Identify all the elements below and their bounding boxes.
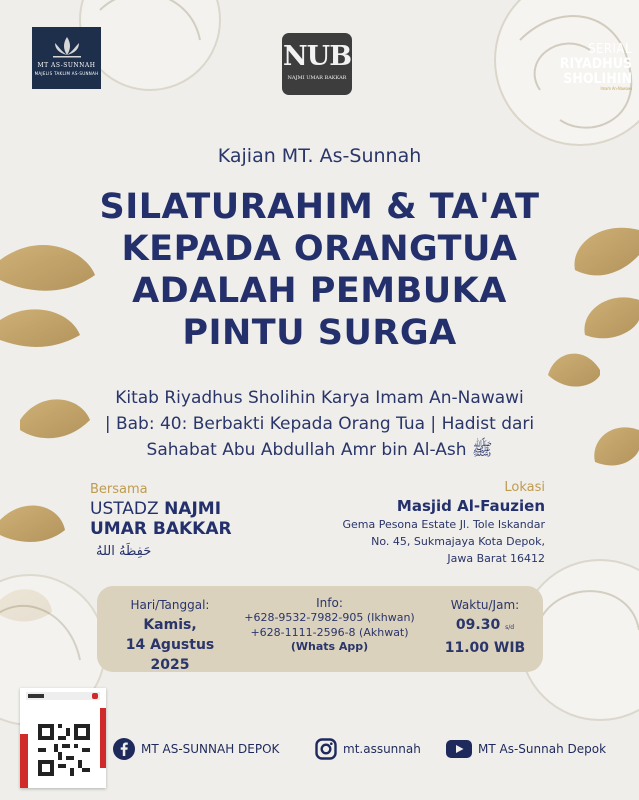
mt-logo-line1: MT AS-SUNNAH bbox=[37, 62, 96, 69]
date-label: Hari/Tanggal: bbox=[130, 598, 210, 612]
instagram-handle: mt.assunnah bbox=[343, 742, 421, 756]
speaker-prefix: USTADZ bbox=[90, 499, 159, 519]
info-label: Info: bbox=[316, 596, 343, 610]
time-column bbox=[430, 598, 540, 658]
kitab-description bbox=[0, 385, 639, 463]
time-start: 09.30 bbox=[455, 617, 501, 633]
serial-line1: SERIAL bbox=[588, 42, 632, 57]
speaker-label: Bersama bbox=[90, 482, 148, 497]
serial-badge bbox=[520, 42, 632, 91]
location-name: Masjid Al-Fauzien bbox=[396, 497, 545, 515]
instagram-icon bbox=[315, 738, 337, 760]
title-line: PINTU SURGA bbox=[182, 313, 457, 353]
title-line: KEPADA ORANGTUA bbox=[121, 229, 518, 269]
qr-card-stripe bbox=[100, 708, 106, 768]
facebook-handle: MT AS-SUNNAH DEPOK bbox=[141, 742, 280, 756]
speaker-honorific: حَفِظَهُ اللهُ bbox=[96, 544, 152, 559]
qr-code-card[interactable] bbox=[20, 688, 106, 788]
qr-code[interactable] bbox=[38, 724, 90, 776]
mt-assunnah-logo bbox=[32, 27, 101, 89]
social-facebook[interactable] bbox=[113, 737, 279, 761]
date-value: 14 Agustus 2025 bbox=[125, 637, 215, 673]
qr-card-header bbox=[26, 692, 100, 700]
kitab-line: Sahabat Abu Abdullah Amr bin Al-Ash ﷺ bbox=[146, 440, 493, 460]
event-title bbox=[40, 186, 599, 354]
title-line: ADALAH PEMBUKA bbox=[132, 271, 507, 311]
time-end: 11.00 WIB bbox=[444, 640, 526, 656]
location-label: Lokasi bbox=[504, 480, 545, 495]
address-line: Jawa Barat 16412 bbox=[447, 552, 545, 565]
speaker-name2: UMAR BAKKAR bbox=[90, 519, 232, 539]
date-day: Kamis, bbox=[143, 617, 197, 633]
serial-line2: RIYADHUS bbox=[559, 56, 632, 72]
nub-logo-name: NAJMI UMAR BAKKAR bbox=[287, 75, 347, 81]
title-line: SILATURAHIM & TA'AT bbox=[99, 187, 540, 227]
nub-logo-mark: NUB bbox=[282, 41, 352, 72]
qr-card-stripe bbox=[20, 734, 28, 788]
facebook-icon bbox=[113, 738, 135, 760]
whatsapp-label: (Whats App) bbox=[290, 640, 369, 653]
serial-line3: SHOLIHIN bbox=[563, 71, 632, 87]
lotus-icon bbox=[47, 35, 87, 59]
kitab-line: Kitab Riyadhus Sholihin Karya Imam An-Nawawi bbox=[115, 388, 524, 408]
social-instagram[interactable] bbox=[315, 737, 421, 761]
info-column bbox=[237, 596, 422, 653]
phone-akhwat[interactable]: +628-1111-2596-8 (Akhwat) bbox=[250, 626, 409, 639]
speaker-name1: NAJMI bbox=[164, 499, 222, 519]
youtube-icon bbox=[446, 739, 472, 759]
address-line: Gema Pesona Estate Jl. Tole Iskandar bbox=[342, 518, 545, 531]
address-line: No. 45, Sukmajaya Kota Depok, bbox=[371, 535, 545, 548]
social-youtube[interactable] bbox=[446, 737, 606, 761]
kitab-line: | Bab: 40: Berbakti Kepada Orang Tua | Hadist dari bbox=[104, 414, 535, 434]
location-address bbox=[300, 516, 545, 567]
date-column bbox=[105, 598, 235, 675]
time-label: Waktu/Jam: bbox=[450, 598, 520, 612]
schedule-panel bbox=[97, 586, 543, 672]
speaker-name bbox=[90, 499, 280, 539]
mt-logo-line2: MAJELIS TAKLIM AS-SUNNAH bbox=[34, 71, 99, 76]
phone-ikhwan[interactable]: +628-9532-7982-905 (Ikhwan) bbox=[244, 611, 415, 624]
nub-logo bbox=[282, 33, 352, 95]
youtube-handle: MT As-Sunnah Depok bbox=[478, 742, 607, 756]
serial-line4: Imam An-Nawawi bbox=[600, 86, 632, 91]
time-sep: s/d bbox=[505, 624, 515, 631]
rose-top-left bbox=[80, 0, 220, 90]
event-series: Kajian MT. As-Sunnah bbox=[217, 145, 422, 167]
